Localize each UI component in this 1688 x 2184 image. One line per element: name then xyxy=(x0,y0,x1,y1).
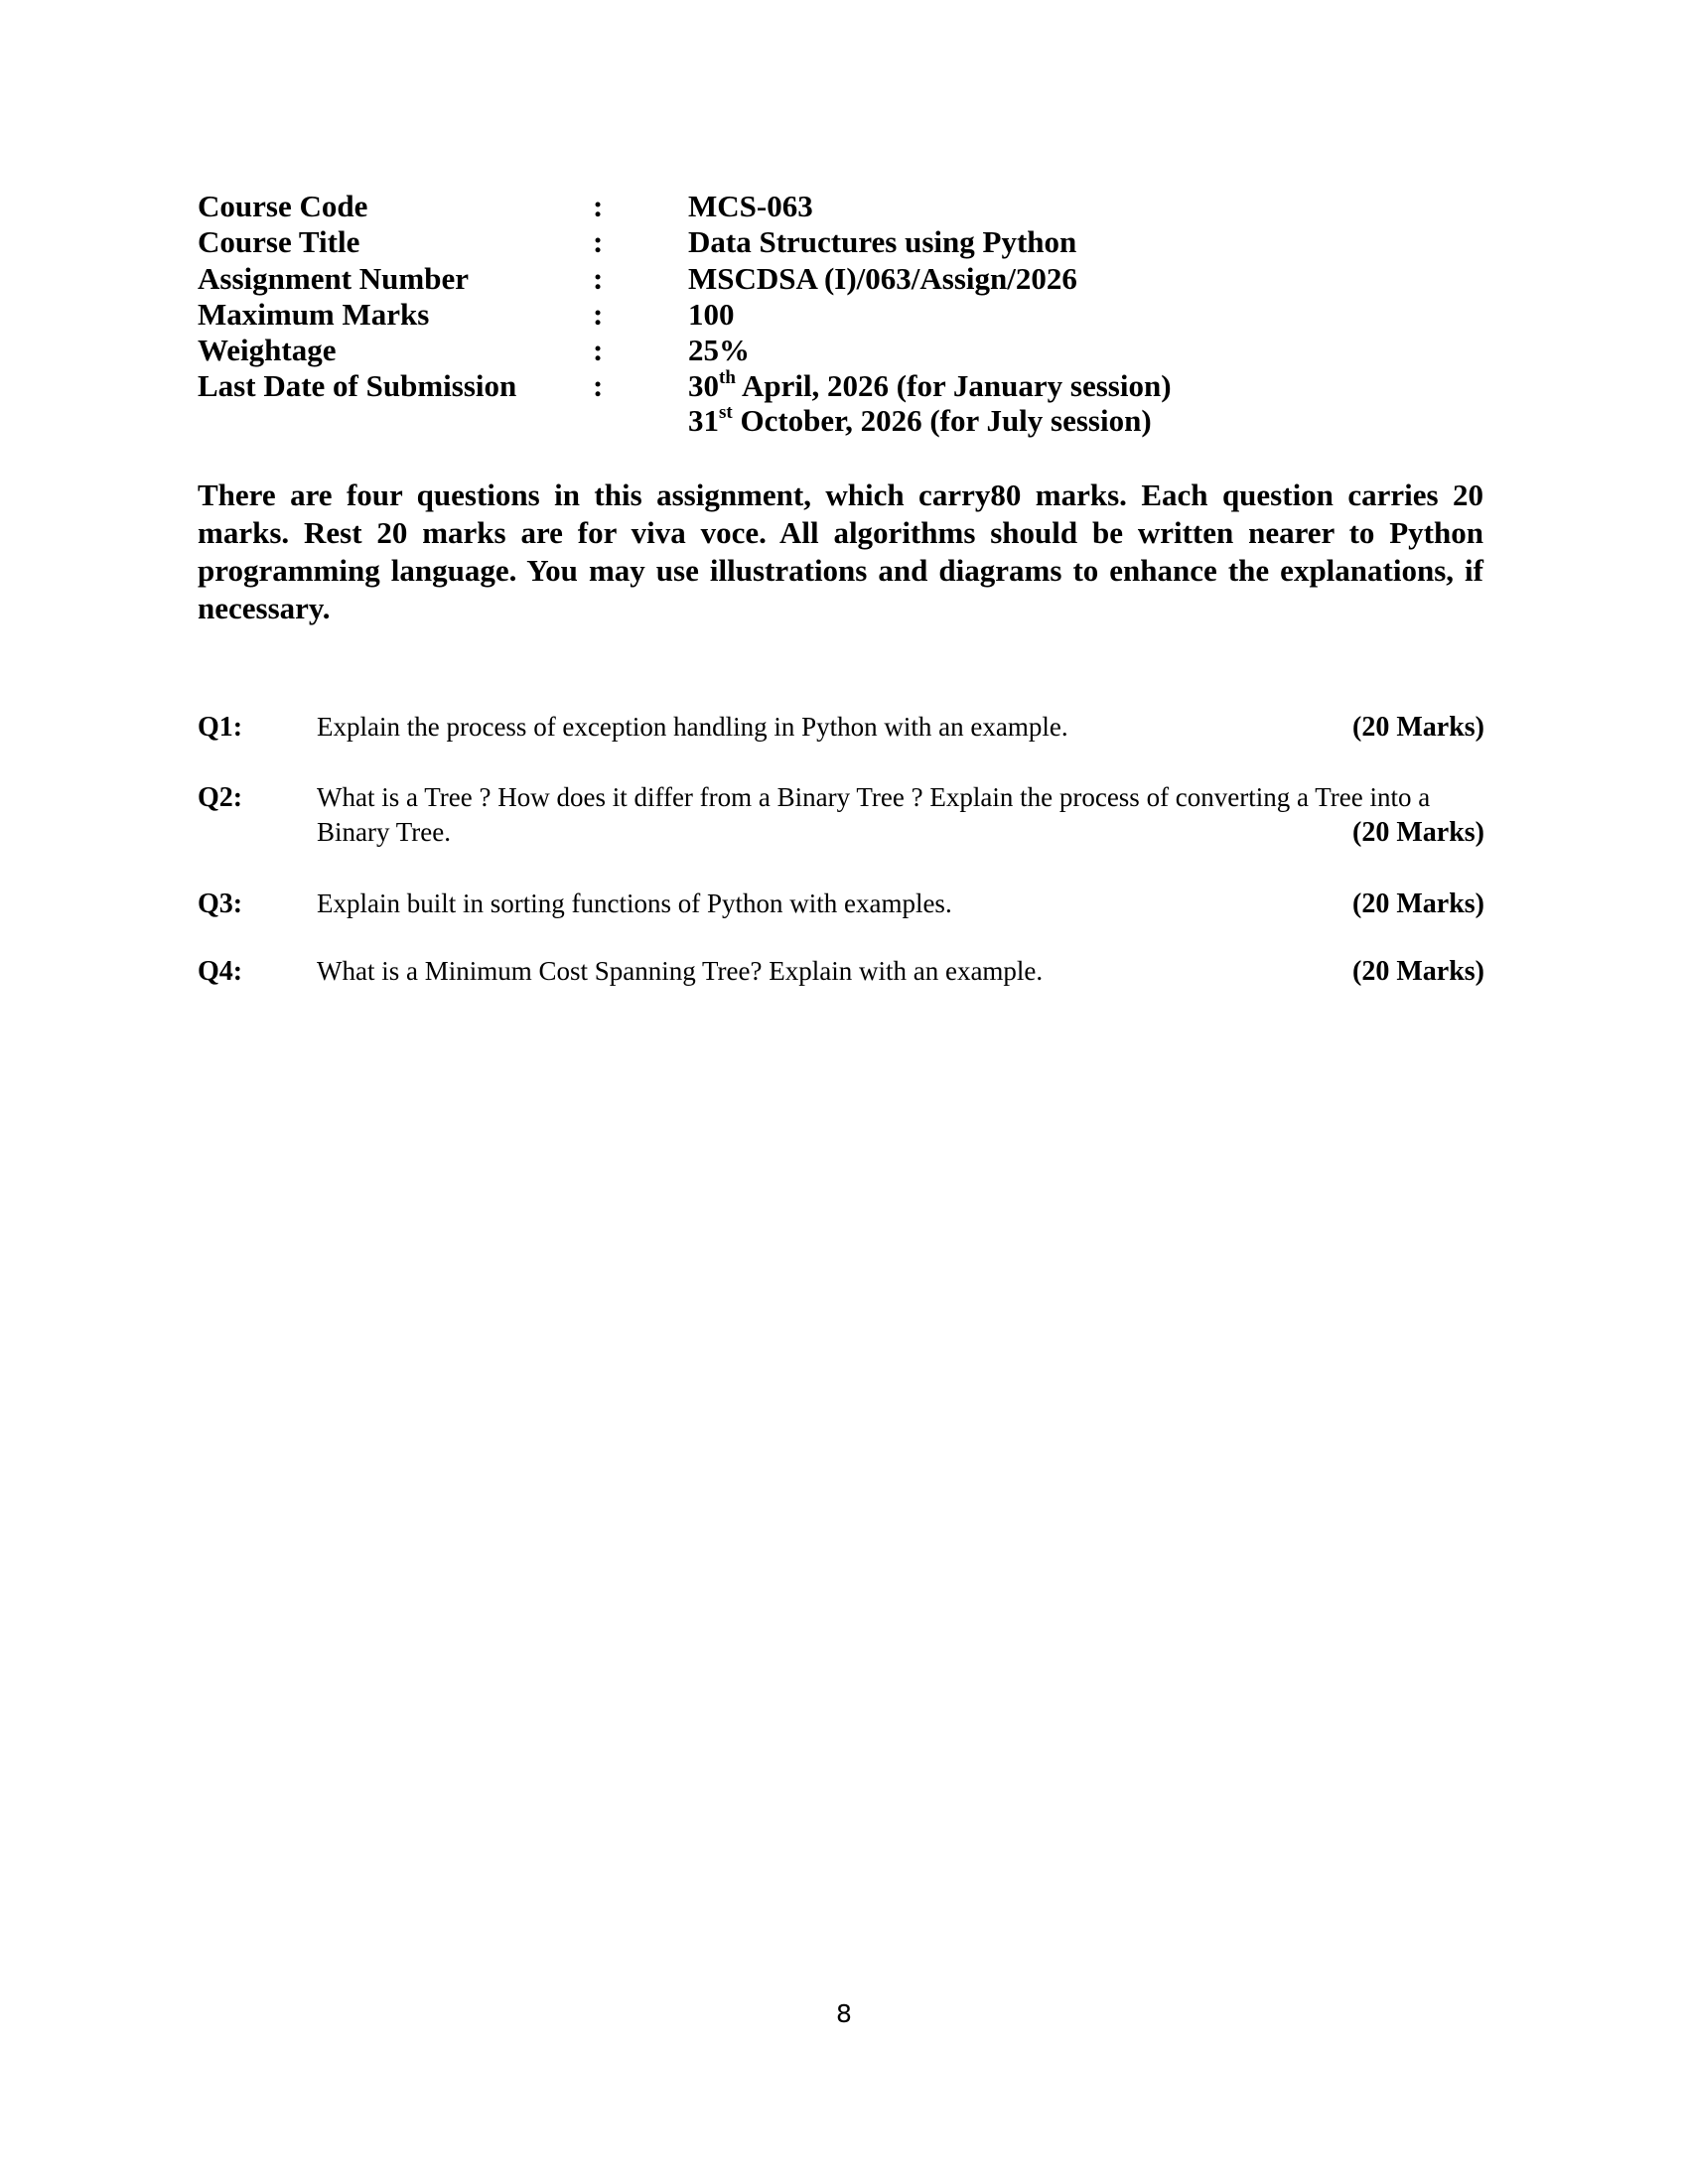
date-rest: October, 2026 (for July session) xyxy=(732,403,1152,438)
question-marks: (20 Marks) xyxy=(1352,817,1484,848)
question-number: Q2: xyxy=(198,782,243,813)
course-title-label: Course Title xyxy=(198,224,360,259)
weightage-label: Weightage xyxy=(198,333,337,367)
separator-colon: : xyxy=(593,333,604,367)
maximum-marks-value: 100 xyxy=(688,297,735,332)
question-text: Explain the process of exception handling in Python with an example. xyxy=(317,712,1068,742)
separator-colon: : xyxy=(593,224,604,259)
question-text: Explain built in sorting functions of Python with examples. xyxy=(317,888,952,918)
course-title-value: Data Structures using Python xyxy=(688,224,1077,259)
question-text: What is a Minimum Cost Spanning Tree? Explain with an example. xyxy=(317,956,1044,986)
submission-date-january xyxy=(688,368,1172,404)
date-suffix: st xyxy=(719,401,733,423)
date-day: 30 xyxy=(688,368,719,403)
date-day: 31 xyxy=(688,403,719,438)
separator-colon: : xyxy=(593,368,604,403)
date-suffix: th xyxy=(719,366,736,388)
submission-date-label: Last Date of Submission xyxy=(198,368,517,403)
separator-colon: : xyxy=(593,261,604,296)
date-rest: April, 2026 (for January session) xyxy=(735,368,1172,403)
question-marks: (20 Marks) xyxy=(1352,888,1484,919)
question-text: What is a Tree ? How does it differ from a Binary Tree ? Explain the process of converting a Tree into a Binary Tree. xyxy=(317,782,1431,847)
question-marks: (20 Marks) xyxy=(1352,712,1484,743)
maximum-marks-label: Maximum Marks xyxy=(198,297,430,332)
question-number: Q3: xyxy=(198,888,243,919)
weightage-value: 25% xyxy=(688,333,750,367)
assignment-number-label: Assignment Number xyxy=(198,261,469,296)
course-code-value: MCS-063 xyxy=(688,189,813,223)
question-marks: (20 Marks) xyxy=(1352,956,1484,987)
instructions-paragraph: There are four questions in this assignment, which carry80 marks. Each question carries 20 marks. Rest 20 marks are for viva voce. All algorithms should be written nearer to Python programming language. You may use illustrations and diagrams to enhance the explanations, if necessary. xyxy=(198,478,1483,625)
separator-colon: : xyxy=(593,189,604,223)
separator-colon: : xyxy=(593,297,604,332)
course-code-label: Course Code xyxy=(198,189,368,223)
question-number: Q4: xyxy=(198,956,243,987)
assignment-number-value: MSCDSA (I)/063/Assign/2026 xyxy=(688,261,1077,296)
submission-date-july xyxy=(688,403,1152,439)
page-number: 8 xyxy=(836,1999,852,2028)
question-number: Q1: xyxy=(198,712,243,743)
